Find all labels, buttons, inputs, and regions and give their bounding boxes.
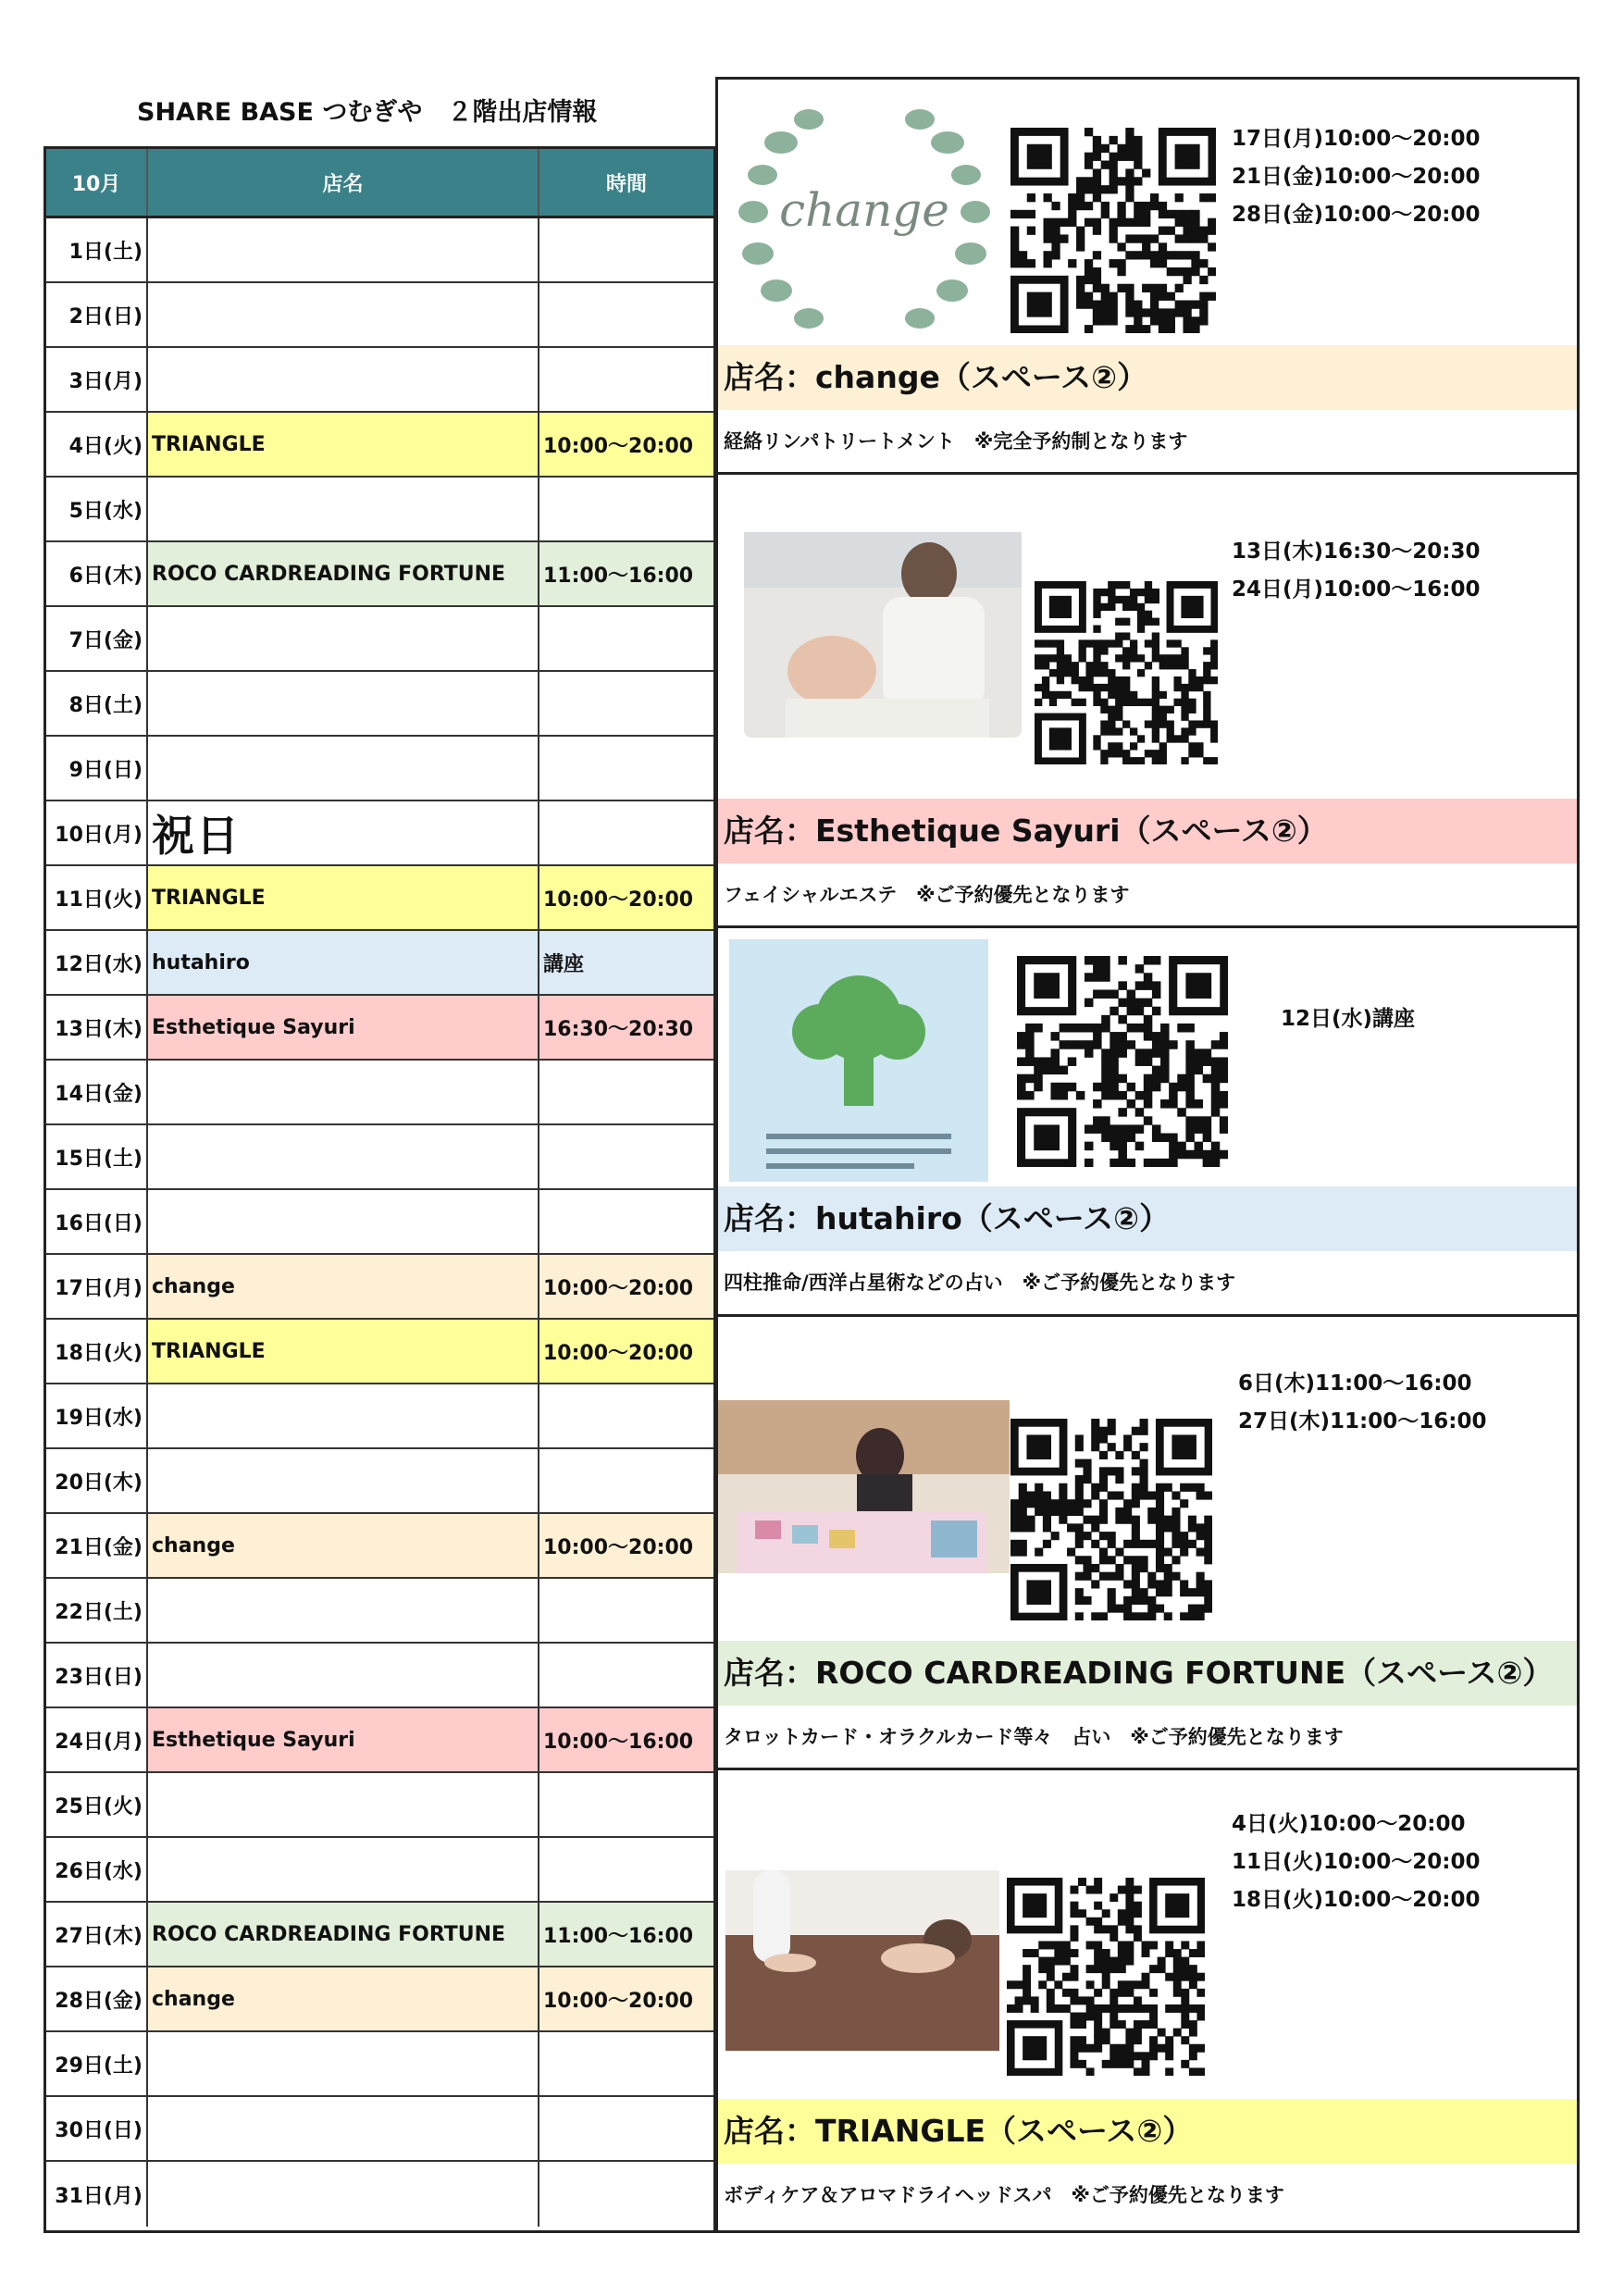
header-shop: 店名 [148,149,539,216]
row-shop [148,1125,539,1188]
schedule-row [46,1514,713,1579]
panel-esthetique-sayuri [718,475,1577,928]
holiday-label: 祝日 [148,801,539,864]
panel-description: フェイシャルエステ ※ご予約優先となります [724,884,1130,906]
row-date: 14日(金) [46,1061,148,1123]
panel-roco-cardreading [718,1317,1577,1770]
row-shop: Esthetique Sayuri [148,996,539,1059]
schedule-row [46,2032,713,2097]
row-date: 10日(月) [46,801,148,864]
row-date: 11日(火) [46,866,148,929]
row-shop: hutahiro [148,931,539,994]
schedule-row [46,931,713,996]
panel-dates: 12日(水)講座 [1281,1007,1416,1031]
row-shop: ROCO CARDREADING FORTUNE [148,1903,539,1966]
page-title: SHARE BASE つむぎや ２階出店情報 [137,98,598,127]
row-date: 9日(日) [46,737,148,800]
row-shop [148,2032,539,2095]
row-shop [148,672,539,735]
row-time: 10:00～20:00 [539,1967,713,2030]
row-time [539,1838,713,1901]
qr-code-icon[interactable] [1035,581,1218,764]
row-shop [148,1579,539,1642]
row-shop: change [148,1514,539,1577]
row-date: 6日(木) [46,542,148,605]
panel-change [718,80,1577,475]
panel-hutahiro [718,928,1577,1317]
green-tree-card [729,939,988,1182]
schedule-row [46,2097,713,2162]
schedule-row [46,348,713,413]
schedule-row [46,1255,713,1320]
schedule-row [46,1125,713,1190]
row-shop [148,218,539,281]
row-date: 17日(月) [46,1255,148,1318]
row-time [539,283,713,346]
schedule-row [46,2162,713,2227]
row-time: 11:00～16:00 [539,1903,713,1966]
schedule-row [46,1644,713,1708]
schedule-row [46,218,713,283]
row-date: 1日(土) [46,218,148,281]
panel-description: ボディケア＆アロマドライヘッドスパ ※ご予約優先となります [724,2184,1284,2206]
qr-code-icon[interactable] [1010,1419,1212,1620]
row-shop [148,283,539,346]
panel-shop-name: 店名：ROCO CARDREADING FORTUNE（スペース②） [718,1641,1577,1706]
row-time: 11:00～16:00 [539,542,713,605]
header-time: 時間 [605,172,647,196]
row-shop [148,607,539,670]
panel-dates: 17日(月)10:00～20:00 21日(金)10:00～20:00 28日(金)10:00～20:00 [1232,127,1481,227]
schedule-row [46,1320,713,1384]
row-shop [148,1061,539,1123]
row-time [539,348,713,411]
row-time: 10:00～16:00 [539,1708,713,1771]
row-shop: TRIANGLE [148,413,539,476]
row-shop: TRIANGLE [148,1320,539,1383]
row-time [539,1384,713,1447]
row-date: 20日(木) [46,1449,148,1512]
row-time [539,672,713,735]
row-date: 27日(木) [46,1903,148,1966]
row-shop [148,1773,539,1836]
row-time [539,2162,713,2227]
row-shop [148,2162,539,2227]
panel-shop-name: 店名：TRIANGLE（スペース②） [718,2099,1577,2164]
schedule-row [46,1838,713,1903]
facial-treatment-photo [744,532,1022,738]
row-shop: change [148,1255,539,1318]
row-time: 10:00～20:00 [539,1320,713,1383]
row-time [539,607,713,670]
row-shop [148,1384,539,1447]
panel-description: タロットカード・オラクルカード等々 占い ※ご予約優先となります [724,1726,1344,1748]
row-time: 10:00～20:00 [539,1514,713,1577]
row-date: 29日(土) [46,2032,148,2095]
schedule-row [46,737,713,801]
schedule-row [46,607,713,672]
row-time [539,1644,713,1706]
change-logo-text: change [779,183,949,237]
row-date: 21日(金) [46,1514,148,1577]
schedule-row [46,283,713,348]
row-time [539,1579,713,1642]
row-date: 19日(水) [46,1384,148,1447]
schedule-row [46,801,713,866]
row-time: 16:30～20:30 [539,996,713,1059]
row-time [539,737,713,800]
row-date: 5日(水) [46,478,148,540]
row-shop: ROCO CARDREADING FORTUNE [148,542,539,605]
row-date: 3日(月) [46,348,148,411]
row-date: 18日(火) [46,1320,148,1383]
row-time [539,1190,713,1253]
row-time [539,1449,713,1512]
header-month: 10月 [46,149,148,216]
row-shop [148,1190,539,1253]
row-date: 12日(水) [46,931,148,994]
row-date: 23日(日) [46,1644,148,1706]
schedule-row [46,1384,713,1449]
row-date: 30日(日) [46,2097,148,2160]
row-time: 講座 [539,931,713,994]
row-shop [148,1449,539,1512]
row-shop: TRIANGLE [148,866,539,929]
row-date: 31日(月) [46,2162,148,2227]
panel-shop-name: 店名：hutahiro（スペース②） [718,1186,1577,1251]
row-date: 2日(日) [46,283,148,346]
row-shop [148,2097,539,2160]
panel-shop-name: 店名：Esthetique Sayuri（スペース②） [718,799,1577,863]
massage-photo [725,1870,999,2051]
row-date: 8日(土) [46,672,148,735]
eucalyptus-wreath-logo [725,87,1003,346]
schedule-row [46,672,713,737]
row-date: 13日(木) [46,996,148,1059]
schedule-table [43,146,716,2233]
row-time [539,2097,713,2160]
schedule-row [46,1579,713,1644]
row-shop: change [148,1967,539,2030]
row-shop: Esthetique Sayuri [148,1708,539,1771]
row-date: 16日(日) [46,1190,148,1253]
schedule-row [46,1449,713,1514]
schedule-row [46,1708,713,1773]
schedule-row [46,1190,713,1255]
qr-code-icon[interactable] [1010,128,1216,333]
row-shop [148,1644,539,1706]
schedule-row [46,1773,713,1838]
row-time: 10:00～20:00 [539,866,713,929]
panel-description: 四柱推命/西洋占星術などの占い ※ご予約優先となります [724,1272,1236,1294]
row-time: 10:00～20:00 [539,413,713,476]
row-time [539,2032,713,2095]
row-date: 24日(月) [46,1708,148,1771]
row-time [539,1125,713,1188]
row-date: 26日(水) [46,1838,148,1901]
row-time [539,218,713,281]
row-date: 7日(金) [46,607,148,670]
schedule-row [46,1061,713,1125]
row-date: 25日(火) [46,1773,148,1836]
schedule-row [46,1967,713,2032]
row-time [539,478,713,540]
row-shop [148,348,539,411]
row-shop [148,478,539,540]
row-time: 10:00～20:00 [539,1255,713,1318]
qr-code-icon[interactable] [1017,956,1228,1167]
schedule-row [46,542,713,607]
row-date: 15日(土) [46,1125,148,1188]
panel-description: 経絡リンパトリートメント ※完全予約制となります [724,430,1188,453]
panel-shop-name: 店名：change（スペース②） [718,345,1577,410]
schedule-row [46,1903,713,1967]
row-shop [148,1838,539,1901]
qr-code-icon[interactable] [1007,1878,1205,2076]
schedule-row [46,413,713,478]
schedule-header-row [46,149,713,218]
schedule-row [46,996,713,1061]
panel-triangle [718,1770,1577,2230]
row-date: 4日(火) [46,413,148,476]
row-time [539,1773,713,1836]
row-shop [148,737,539,800]
row-date: 28日(金) [46,1967,148,2030]
schedule-row [46,866,713,931]
panel-dates: 13日(木)16:30～20:30 24日(月)10:00～16:00 [1232,540,1481,602]
row-date: 22日(土) [46,1579,148,1642]
shop-panels [715,77,1580,2233]
panel-dates: 4日(火)10:00～20:00 11日(火)10:00～20:00 18日(火)10:00～20:00 [1232,1812,1481,1912]
schedule-row [46,478,713,542]
panel-dates: 6日(木)11:00～16:00 27日(木)11:00～16:00 [1238,1371,1487,1433]
row-time [539,1061,713,1123]
row-time [539,801,713,864]
card-reading-photo [718,1400,1010,1573]
